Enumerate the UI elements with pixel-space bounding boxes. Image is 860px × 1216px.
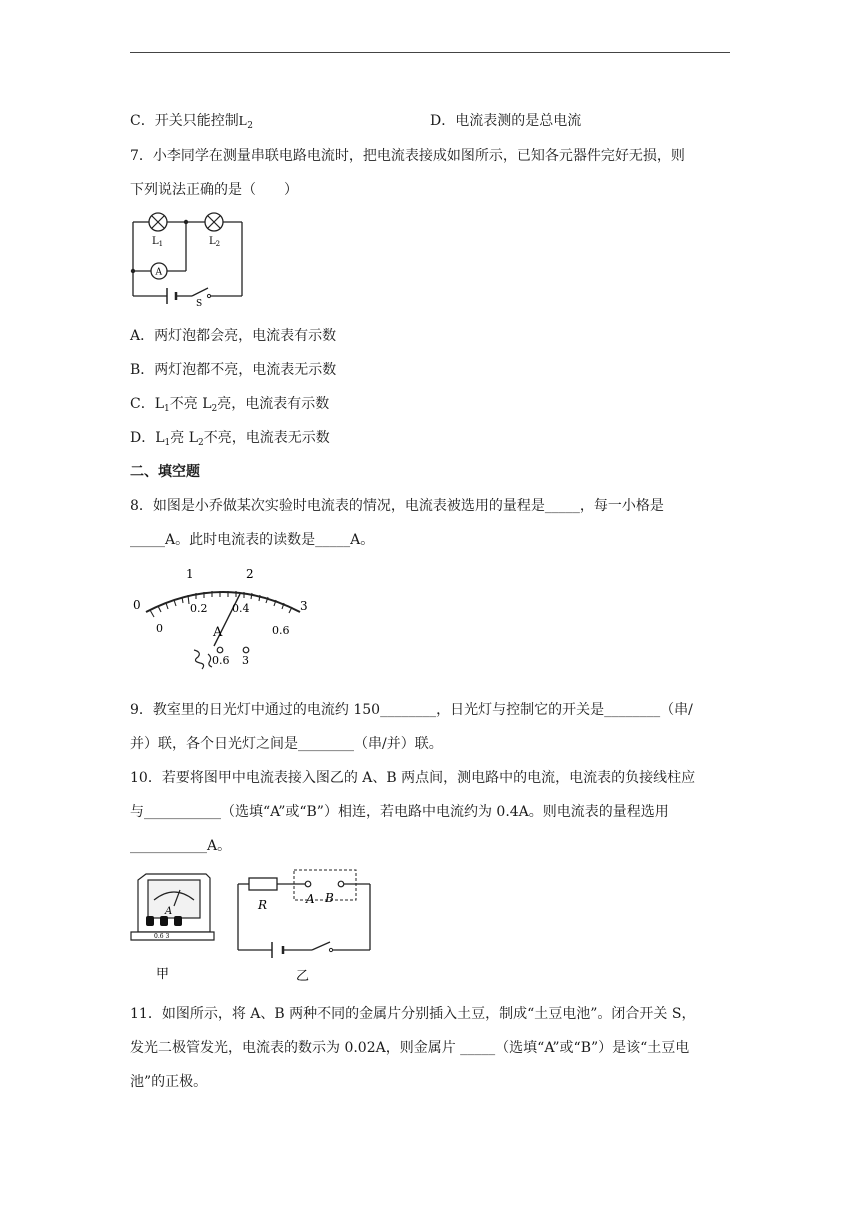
inner-label-0: 0 [156, 622, 163, 635]
q7-stem-line2: 下列说法正确的是（ ） [130, 182, 298, 198]
resistor-icon [249, 878, 277, 890]
q6-option-c: C．开关只能控制$L_2$ [130, 113, 254, 131]
dial-unit: A [213, 625, 223, 640]
q6-option-d: D．电流表测的是总电流 [430, 113, 582, 129]
outer-label-1: 1 [186, 567, 194, 581]
bulb-l1-icon [149, 213, 167, 231]
terminal-3: 3 [242, 654, 249, 667]
jia-unit: A [165, 906, 173, 917]
q7-option-c: C．$L_1$不亮 $L_2$亮，电流表有示数 [130, 396, 330, 414]
point-b-icon [338, 881, 344, 887]
outer-label-2: 2 [246, 567, 254, 581]
jia-caption: 甲 [156, 967, 170, 982]
q9-stem-line2: 并）联，各个日光灯之间是________（串/并）联。 [130, 736, 443, 752]
junction-dot-top [184, 220, 188, 224]
label-l2: $L_2$ [209, 236, 221, 248]
battery-icon [272, 942, 283, 958]
jia-terminals: 0.6 3 [154, 933, 170, 940]
switch-icon [329, 948, 332, 951]
section-heading: 二、填空题 [130, 464, 200, 480]
q9-stem-line1: 9．教室里的日光灯中通过的电流约 150________，日光灯与控制它的开关是________（串/ [130, 702, 693, 718]
q7-option-b: B．两灯泡都不亮，电流表无示数 [130, 362, 337, 378]
outer-label-0: 0 [133, 598, 141, 612]
q7-circuit-diagram [128, 208, 248, 306]
outer-label-3: 3 [300, 599, 308, 613]
yi-point-a-label: A [306, 892, 315, 906]
q8-stem-line2: _____A。此时电流表的读数是_____A。 [130, 532, 375, 548]
q10-figure-jia [128, 866, 218, 986]
q10-stem-line1: 10．若要将图甲中电流表接入图乙的 A、B 两点间，测电路中的电流，电流表的负接线柱应 [130, 770, 696, 786]
yi-resistor-label: R [258, 898, 268, 912]
yi-point-b-label: B [325, 891, 334, 905]
terminal-knobs-icon [146, 916, 182, 926]
label-switch: S [196, 299, 203, 306]
bulb-l2-icon [205, 213, 223, 231]
header-rule [130, 52, 730, 53]
inner-label-0.6: 0.6 [272, 624, 290, 637]
label-l1: $L_1$ [152, 236, 164, 248]
q8-stem-line1: 8．如图是小乔做某次实验时电流表的情况，电流表被选用的量程是_____，每一小格是 [130, 498, 664, 514]
q10-stem-line3: ___________A。 [130, 838, 232, 854]
q11-stem-line3: 池”的正极。 [130, 1074, 208, 1090]
q11-stem-line1: 11．如图所示，将 A、B 两种不同的金属片分别插入土豆，制成“土豆电池”。闭合开关 S， [130, 1006, 696, 1022]
switch-icon [207, 294, 210, 297]
battery-icon [167, 288, 176, 304]
q7-stem-line1: 7．小李同学在测量串联电路电流时，把电流表接成如图所示，已知各元器件完好无损，则 [130, 148, 685, 164]
junction-dot-left [131, 269, 135, 273]
q11-stem-line2: 发光二极管发光，电流表的数示为 0.02A，则金属片 _____（选填“A”或“B”）是该“土豆电 [130, 1040, 690, 1056]
q7-option-a: A．两灯泡都会亮，电流表有示数 [130, 328, 337, 344]
yi-caption: 乙 [296, 969, 310, 984]
inner-label-0.2: 0.2 [190, 602, 208, 615]
label-ammeter: A [155, 267, 162, 278]
q10-stem-line2: 与___________（选填“A”或“B”）相连，若电路中电流约为 0.4A。则电流表的量程选用 [130, 804, 669, 820]
inner-label-0.4: 0.4 [232, 602, 250, 615]
point-a-icon [305, 881, 311, 887]
q10-figure-yi [232, 866, 382, 986]
q7-option-d: D．$L_1$亮 $L_2$不亮，电流表无示数 [130, 430, 330, 448]
q8-ammeter-dial [128, 562, 318, 672]
ammeter-device-icon [131, 874, 214, 940]
dial-ticks [150, 591, 292, 617]
terminal-0.6: 0.6 [212, 654, 230, 667]
